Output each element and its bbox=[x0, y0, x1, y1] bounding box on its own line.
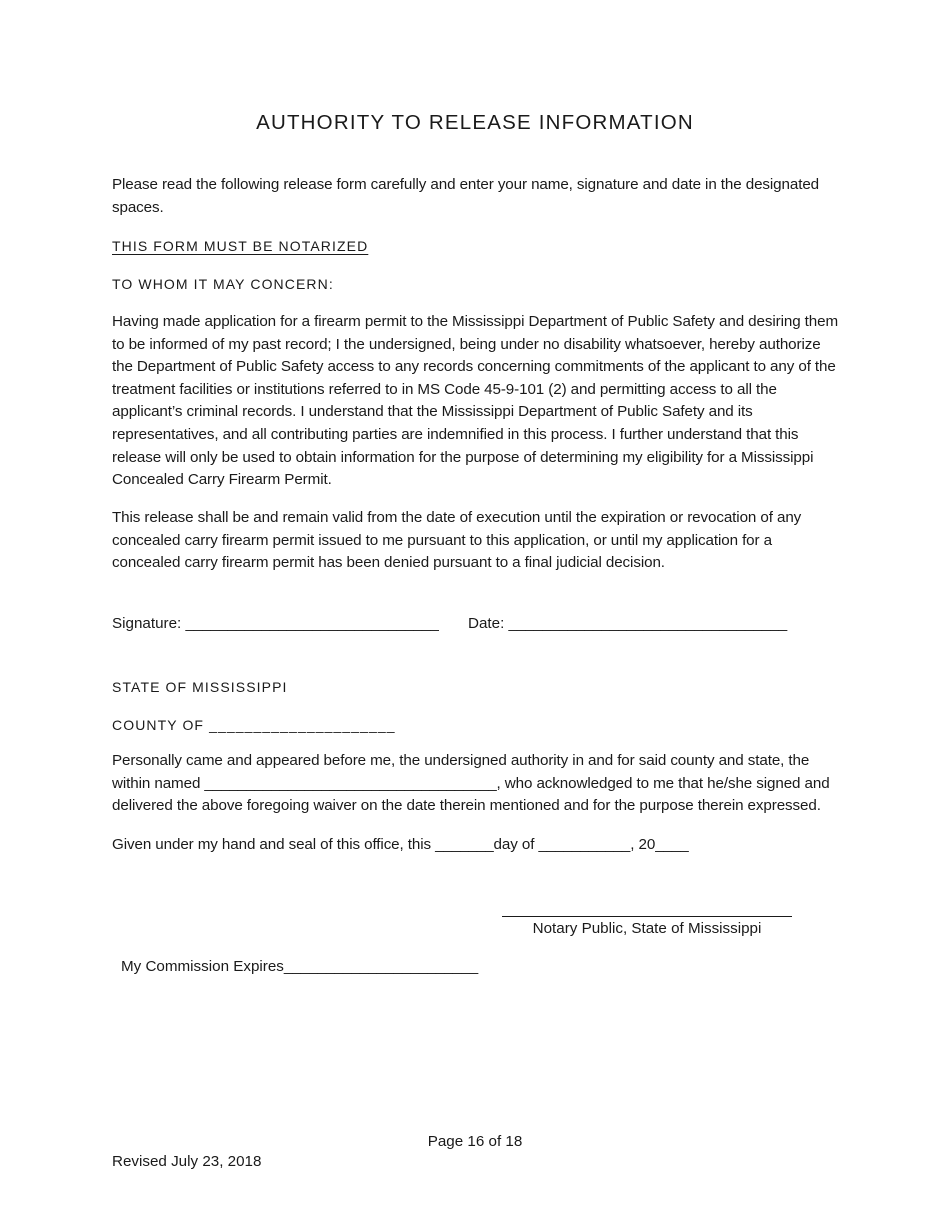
intro-paragraph: Please read the following release form carefully and enter your name, signature and date in the designated spaces. bbox=[112, 176, 820, 216]
commission-expires-field[interactable]: My Commission Expires_______________________ bbox=[121, 958, 479, 975]
county-field[interactable]: COUNTY OF _____________________ bbox=[112, 717, 396, 733]
date-field[interactable]: Date: _________________________________ bbox=[468, 615, 788, 632]
release-paragraph: Having made application for a firearm permit to the Mississippi Department of Public Safety and desiring them to be informed of my past record; I the undersigned, being under no disability whatsoever, hereby authorize the Department of Public Safety access to any records concerning commitments of the applicant to any of the treatment facilities or institutions referred to in MS Code 45-9-101 (2) and permitting access to all the applicant’s criminal records. I understand that the Mississippi Department of Public Safety and its representatives, and all contributing parties are indemnified in this process. I further understand that this release will only be used to obtain information for the purpose of determining my eligibility for a Mississippi Concealed Carry Firearm Permit. bbox=[112, 313, 839, 489]
notary-label: Notary Public, State of Mississippi bbox=[532, 920, 762, 937]
page-number: Page 16 of 18 bbox=[427, 1133, 523, 1150]
revised-date: Revised July 23, 2018 bbox=[112, 1153, 262, 1170]
validity-paragraph: This release shall be and remain valid from the date of execution until the expiration or revocation of any concealed carry firearm permit issued to me pursuant to this application, or until my application for a concealed carry firearm permit has been denied pursuant to a final judicial decision. bbox=[112, 509, 802, 572]
notary-signature-line[interactable] bbox=[502, 916, 792, 917]
given-line[interactable]: Given under my hand and seal of this office, this _______day of ___________, 20____ bbox=[112, 836, 689, 853]
page-title: AUTHORITY TO RELEASE INFORMATION bbox=[256, 111, 694, 134]
state-label: STATE OF MISSISSIPPI bbox=[112, 679, 288, 695]
signature-field[interactable]: Signature: ______________________________ bbox=[112, 615, 439, 632]
notarized-notice: THIS FORM MUST BE NOTARIZED bbox=[112, 238, 369, 254]
salutation: TO WHOM IT MAY CONCERN: bbox=[112, 276, 334, 292]
notary-paragraph: Personally came and appeared before me, the undersigned authority in and for said county and state, the within named ___________________________________, who acknowledged to me that he/she signed and delivered the above foregoing waiver on the date therein mentioned and for the purpose therein expressed. bbox=[112, 752, 830, 815]
